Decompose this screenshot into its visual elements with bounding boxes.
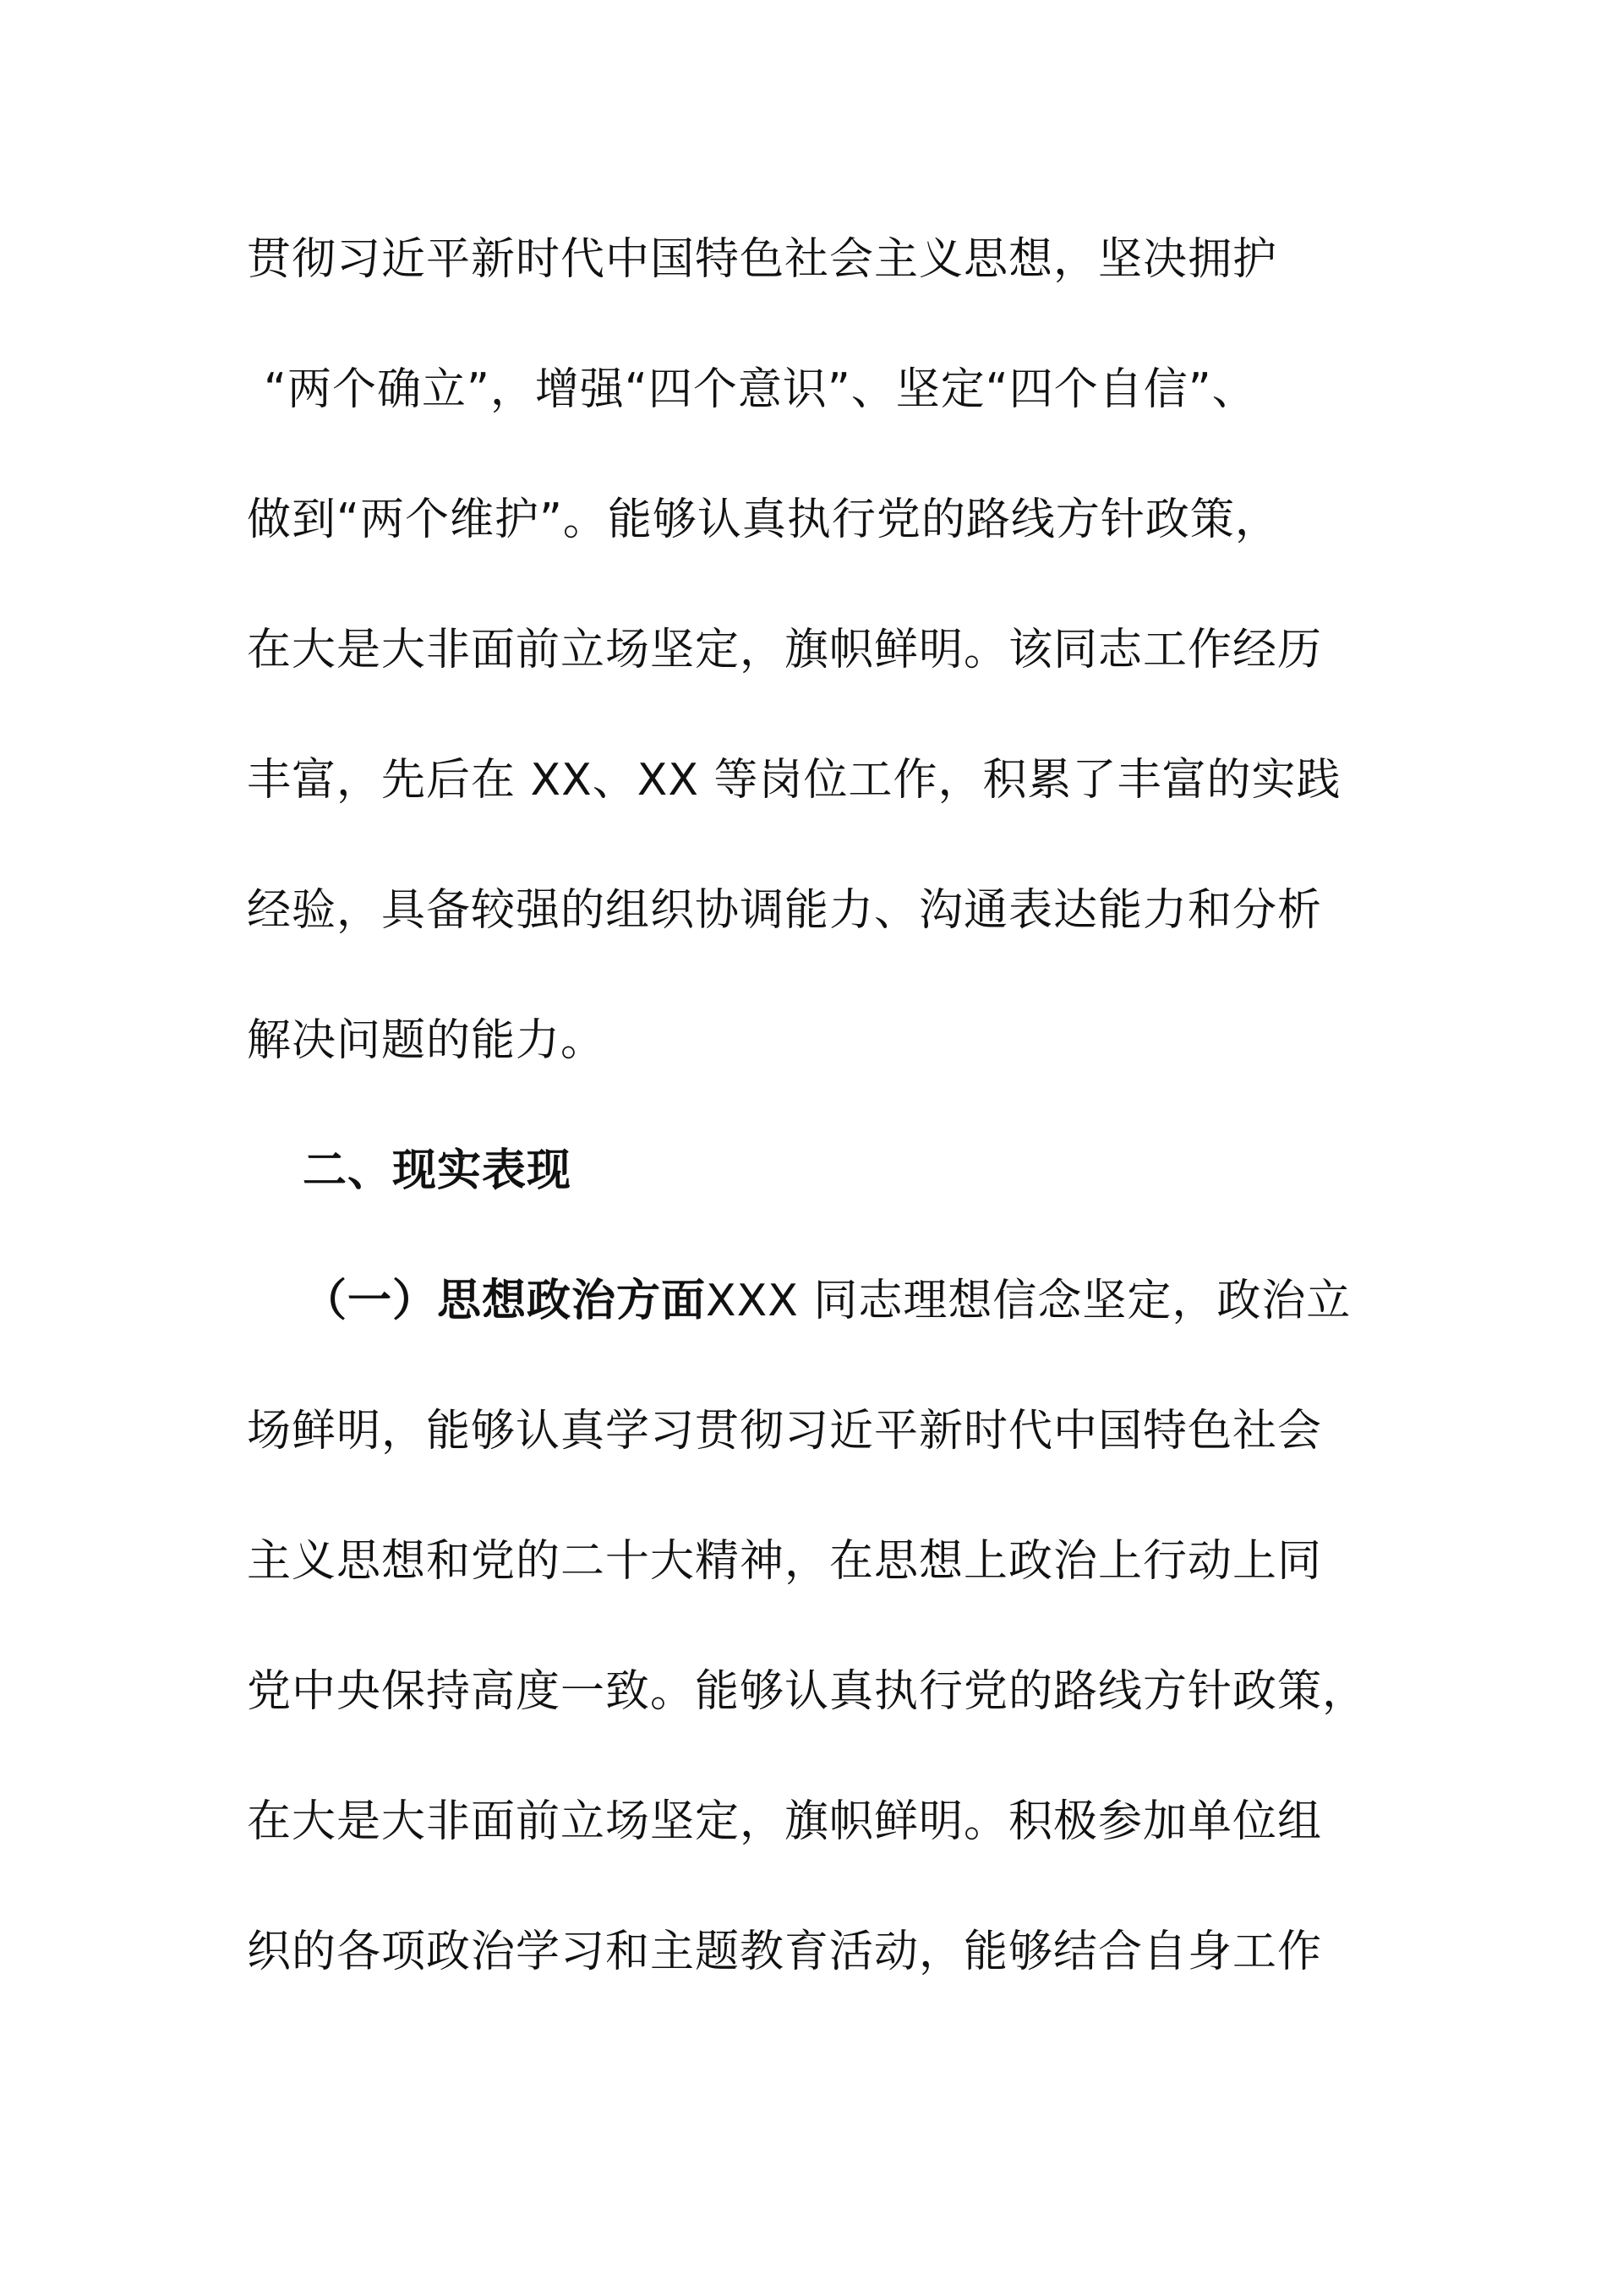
text-line: 做到“两个维护”。能够认真执行党的路线方针政策， (247, 495, 1280, 545)
subsection-heading: （一）思想政治方面 (303, 1276, 707, 1326)
text-line: 在大是大非面前立场坚定，旗帜鲜明。积极参加单位组 (247, 1796, 1323, 1847)
text-line: 场鲜明，能够认真学习贯彻习近平新时代中国特色社会 (247, 1406, 1323, 1457)
text-line: 织的各项政治学习和主题教育活动，能够结合自身工作 (247, 1927, 1323, 1977)
text-line: 党中央保持高度一致。能够认真执行党的路线方针政策， (247, 1666, 1368, 1717)
text-line: 主义思想和党的二十大精神，在思想上政治上行动上同 (247, 1536, 1323, 1587)
text-line: 贯彻习近平新时代中国特色社会主义思想，坚决拥护 (247, 234, 1278, 285)
section-heading: 二、现实表现 (303, 1145, 572, 1196)
text-line: 在大是大非面前立场坚定，旗帜鲜明。该同志工作经历 (247, 625, 1323, 675)
text-line: “两个确立”，增强“四个意识”、坚定“四个自信”、 (264, 364, 1257, 415)
subsection-first-line (303, 1271, 1486, 1331)
text-line: 解决问题的能力。 (247, 1015, 606, 1066)
text-line: 经验，具备较强的组织协调能力、沟通表达能力和分析 (247, 885, 1323, 936)
text-line: 丰富，先后在 XX、XX 等岗位工作，积累了丰富的实践 (247, 755, 1342, 806)
subsection-first-line-text: XXX 同志理想信念坚定，政治立 (706, 1276, 1352, 1326)
